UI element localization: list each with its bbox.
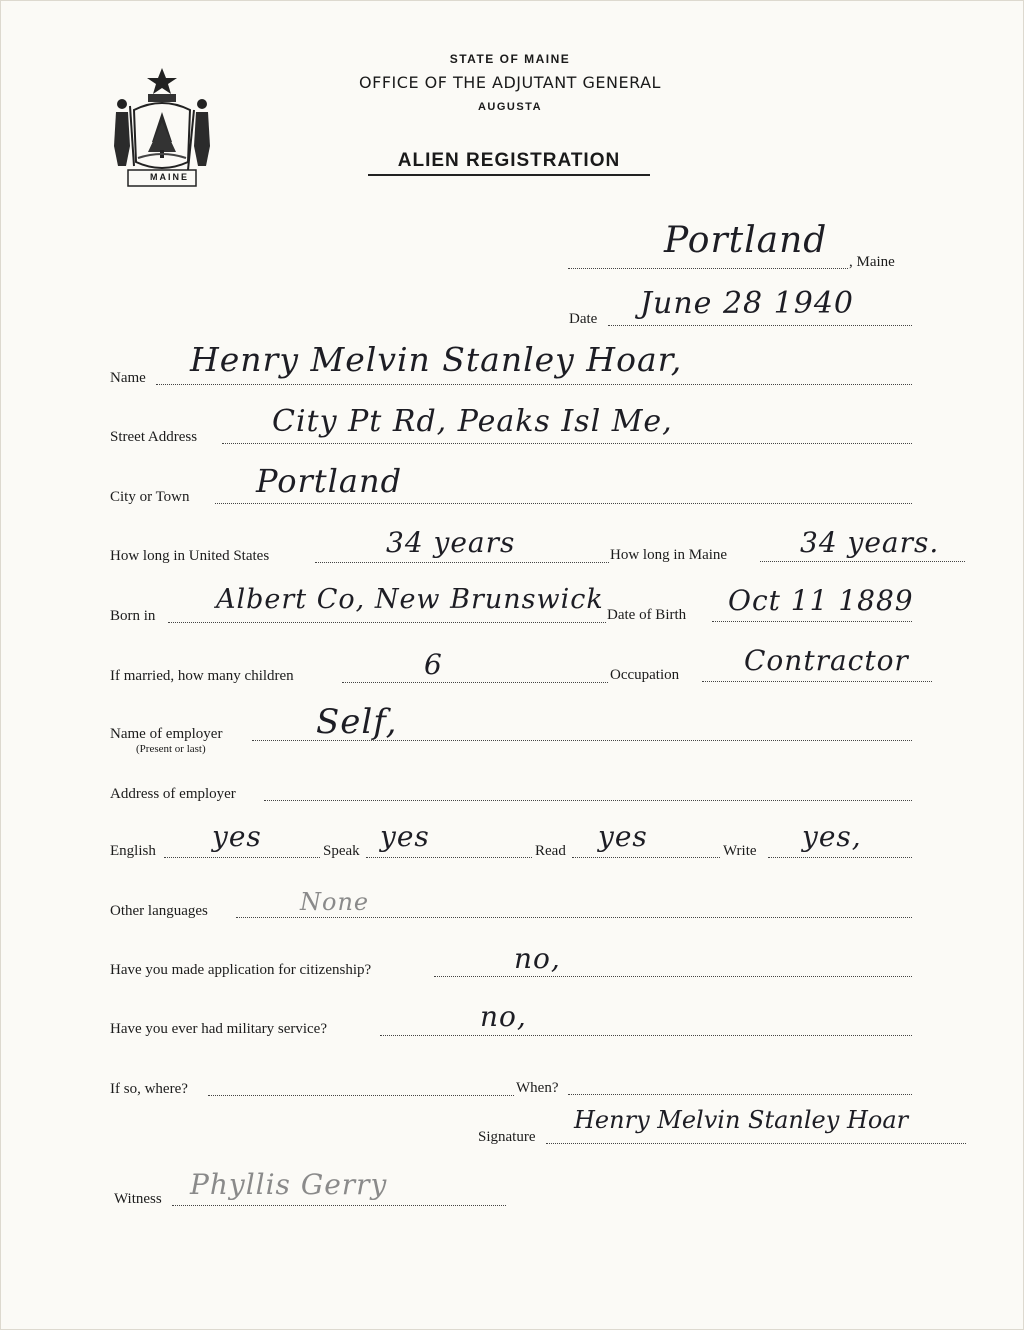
speak-value: yes xyxy=(380,820,430,853)
english-line xyxy=(164,857,320,858)
children-value: 6 xyxy=(424,648,443,681)
witness-value: Phyllis Gerry xyxy=(190,1168,388,1201)
date-value: June 28 1940 xyxy=(640,286,855,321)
name-value: Henry Melvin Stanley Hoar, xyxy=(190,340,683,379)
other-languages-label: Other languages xyxy=(110,903,208,919)
how-long-me-label: How long in Maine xyxy=(610,547,728,563)
citizenship-line xyxy=(434,976,912,977)
when-line xyxy=(568,1094,912,1095)
born-in-line xyxy=(168,622,606,623)
signature-value: Henry Melvin Stanley Hoar xyxy=(574,1106,909,1134)
form-title: ALIEN REGISTRATION xyxy=(368,150,650,176)
occupation-line xyxy=(702,681,932,682)
english-label: English xyxy=(110,843,156,859)
write-label: Write xyxy=(723,843,757,859)
citizenship-label: Have you made application for citizenship? xyxy=(110,962,372,978)
read-line xyxy=(572,857,720,858)
how-long-us-label: How long in United States xyxy=(110,548,270,564)
dob-label: Date of Birth xyxy=(607,607,687,623)
english-value: yes xyxy=(212,820,262,853)
dob-line xyxy=(712,621,912,622)
date-label: Date xyxy=(569,311,598,327)
name-label: Name xyxy=(110,370,146,386)
occupation-label: Occupation xyxy=(610,667,680,683)
employer-address-line xyxy=(264,800,912,801)
witness-line xyxy=(172,1205,506,1206)
how-long-us-value: 34 years xyxy=(386,526,516,559)
employer-value: Self, xyxy=(316,702,398,742)
seal-banner-text: MAINE xyxy=(150,172,189,182)
born-in-label: Born in xyxy=(110,608,156,624)
place-value: Portland xyxy=(664,220,828,261)
children-label: If married, how many children xyxy=(110,668,294,684)
date-line xyxy=(608,325,912,326)
write-line xyxy=(768,857,912,858)
speak-label: Speak xyxy=(323,843,360,859)
signature-label: Signature xyxy=(478,1129,536,1145)
office-heading: OFFICE OF THE ADJUTANT GENERAL xyxy=(359,73,661,92)
speak-line xyxy=(366,857,532,858)
when-label: When? xyxy=(516,1080,559,1096)
street-label: Street Address xyxy=(110,429,198,445)
read-label: Read xyxy=(535,843,566,859)
how-long-me-value: 34 years. xyxy=(800,526,940,559)
state-heading: STATE OF MAINE xyxy=(449,52,571,66)
employer-sublabel: (Present or last) xyxy=(136,743,206,755)
dob-value: Oct 11 1889 xyxy=(728,584,914,617)
name-line xyxy=(156,384,912,385)
street-value: City Pt Rd, Peaks Isl Me, xyxy=(272,404,673,439)
place-line xyxy=(568,268,848,269)
how-long-me-line xyxy=(760,561,965,562)
city-line xyxy=(215,503,912,504)
employer-label: Name of employer xyxy=(110,726,223,742)
city-value: Portland xyxy=(256,462,403,500)
military-line xyxy=(380,1035,912,1036)
street-line xyxy=(222,443,912,444)
other-languages-line xyxy=(236,917,912,918)
occupation-value: Contractor xyxy=(744,644,909,677)
where-line xyxy=(208,1095,514,1096)
write-value: yes, xyxy=(802,820,862,853)
where-label: If so, where? xyxy=(110,1081,188,1097)
born-in-value: Albert Co, New Brunswick xyxy=(216,584,604,615)
witness-label: Witness xyxy=(114,1191,162,1207)
military-value: no, xyxy=(480,1000,527,1033)
children-line xyxy=(342,682,608,683)
place-suffix: , Maine xyxy=(849,254,895,270)
citizenship-value: no, xyxy=(514,942,561,975)
city-heading: AUGUSTA xyxy=(477,101,543,113)
other-languages-value: None xyxy=(300,888,370,916)
employer-address-label: Address of employer xyxy=(110,786,236,802)
read-value: yes xyxy=(598,820,648,853)
city-label: City or Town xyxy=(110,489,190,505)
how-long-us-line xyxy=(315,562,609,563)
military-label: Have you ever had military service? xyxy=(110,1021,327,1037)
signature-line xyxy=(546,1143,966,1144)
